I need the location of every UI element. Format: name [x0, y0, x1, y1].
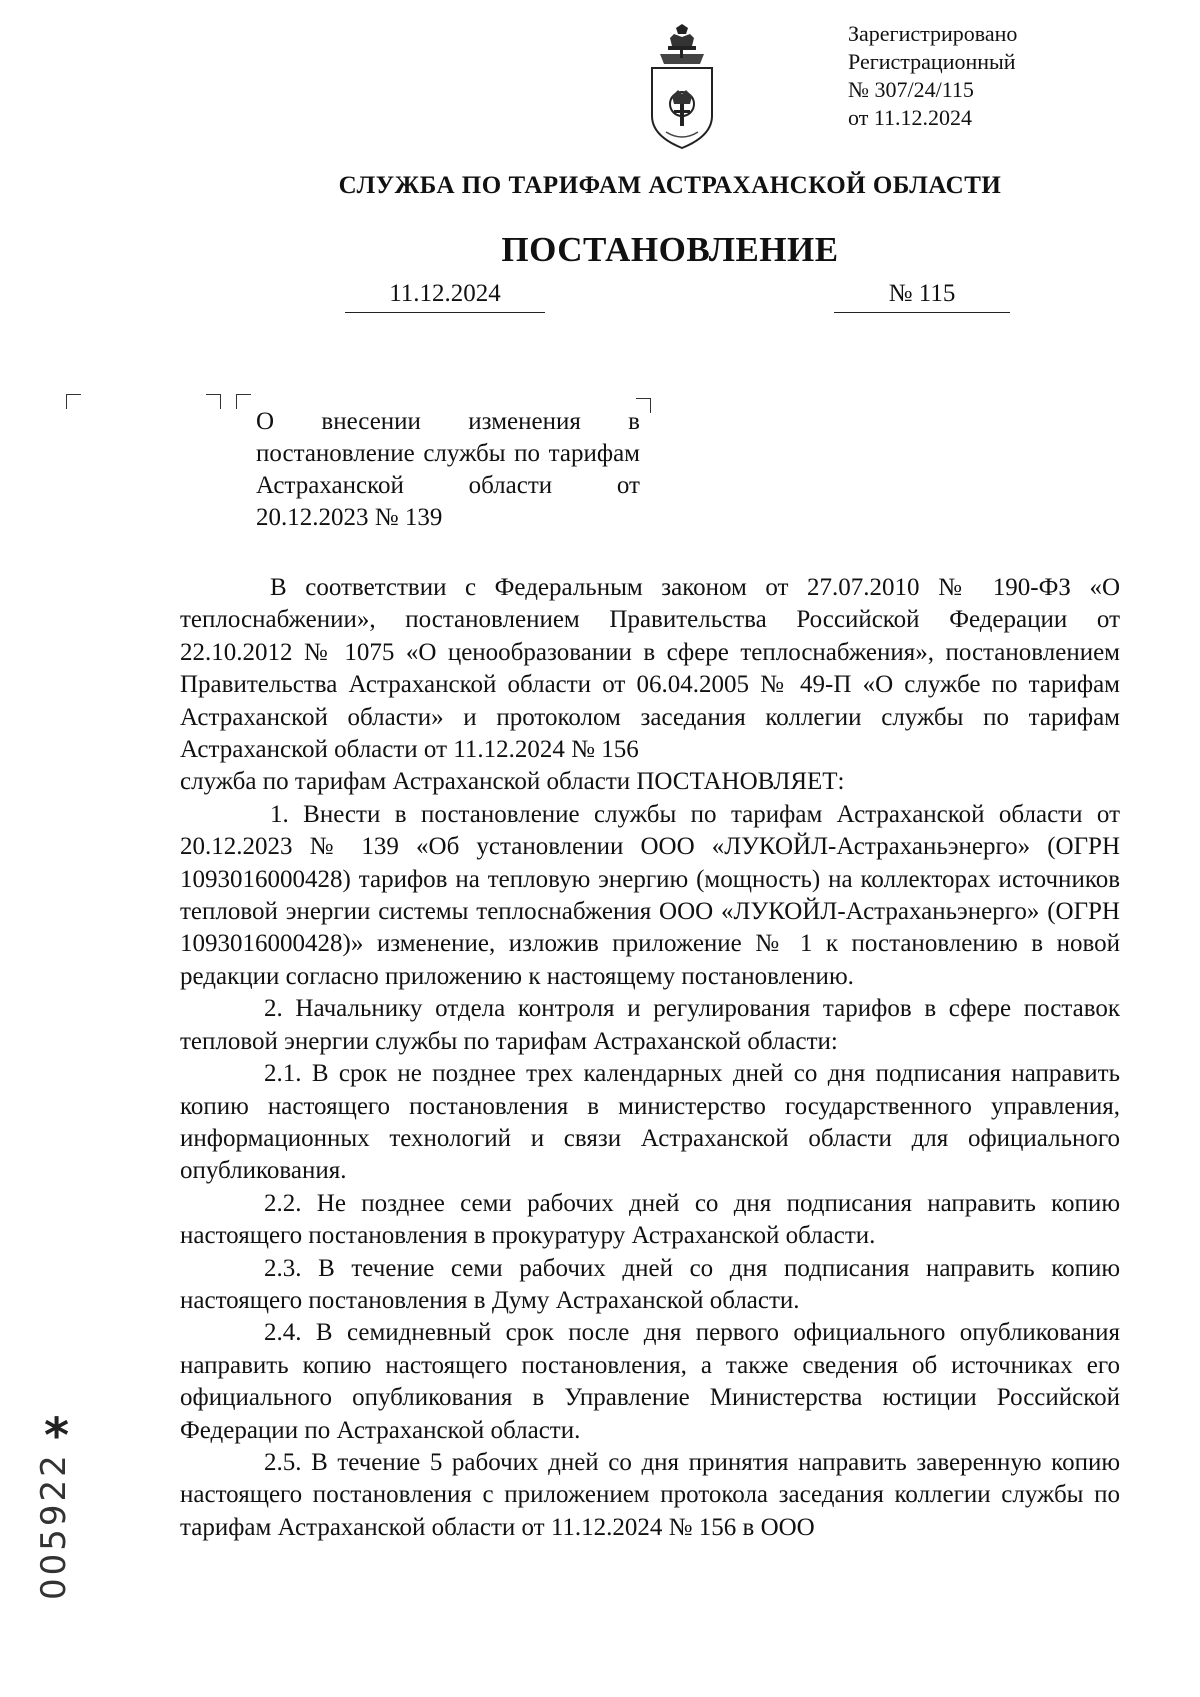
- subject-corner-mark-left: [206, 394, 221, 409]
- document-body: [180, 572, 1120, 1544]
- margin-asterisk: *: [44, 1408, 70, 1464]
- clause-2-5: 2.5. В течение 5 рабочих дней со дня принятия направить заверенную копию настоящего постановления с приложением протокола заседания коллегии службы по тарифам Астраханской области от 11.12.2024 № 156 в ООО: [180, 1448, 1120, 1541]
- clause-2-1: 2.1. В срок не позднее трех календарных дней со дня подписания направить копию настоящего постановления в министерство государственного управления, информационных технологий и связи Астраханской области для официального опубликования.: [180, 1060, 1120, 1185]
- decree-paragraph: служба по тарифам Астраханской области ПОСТАНОВЛЯЕТ:: [180, 768, 845, 796]
- coat-of-arms-icon: [646, 24, 718, 154]
- clause-1: 1. Внести в постановление службы по тарифам Астраханской области от 20.12.2023 № 139 «Об установлении ООО «ЛУКОЙЛ-Астраханьэнерго» (ОГРН 1093016000428) тарифов на тепловую энергию (мощность) на коллекторах источников тепловой энергии системы теплоснабжения ООО «ЛУКОЙЛ-Астраханьэнерго» (ОГРН 1093016000428)» изменение, изложив приложение № 1 к постановлению в новой редакции согласно приложению к настоящему постановлению.: [180, 800, 1120, 990]
- clause-2-2: 2.2. Не позднее семи рабочих дней со дня подписания направить копию настоящего постановления в прокуратуру Астраханской области.: [180, 1189, 1120, 1250]
- margin-corner-mark: [66, 394, 81, 409]
- clause-2-4: 2.4. В семидневный срок после дня первого официального опубликования направить копию настоящего постановления, а также сведения об источниках его официального опубликования в Управление Министерства юстиции Российской Федерации по Астраханской области.: [180, 1319, 1120, 1444]
- document-type-title: ПОСТАНОВЛЕНИЕ: [501, 230, 839, 269]
- margin-document-code: 005922: [34, 1452, 74, 1600]
- registration-line-1: Зарегистрировано: [848, 21, 1018, 46]
- document-number: № 115: [834, 280, 1010, 313]
- registration-line-2: Регистрационный: [848, 49, 1016, 74]
- clause-2-3: 2.3. В течение семи рабочих дней со дня подписания направить копию настоящего постановления в Думу Астраханской области.: [180, 1254, 1120, 1314]
- registration-number: № 307/24/115: [848, 77, 974, 102]
- clause-2: 2. Начальнику отдела контроля и регулирования тарифов в сфере поставок тепловой энергии службы по тарифам Астраханской области:: [180, 995, 1120, 1055]
- registration-date: от 11.12.2024: [848, 105, 973, 130]
- registration-stamp: [848, 20, 1017, 132]
- preamble-paragraph: В соответствии с Федеральным законом от 27.07.2010 № 190-ФЗ «О теплоснабжении», постановлением Правительства Российской Федерации от 22.10.2012 № 1075 «О ценообразовании в сфере теплоснабжения», постановлением Правительства Астраханской области от 06.04.2005 № 49-П «О службе по тарифам Астраханской области» и протоколом заседания коллегии службы по тарифам Астраханской области от 11.12.2024 № 156: [180, 574, 1120, 764]
- subject-corner-mark-right: [236, 394, 251, 409]
- document-subject: О внесении изменения в постановление службы по тарифам Астраханской области от 20.12.2023 № 139: [256, 408, 640, 531]
- document-date: 11.12.2024: [345, 280, 545, 313]
- agency-name: СЛУЖБА ПО ТАРИФАМ АСТРАХАНСКОЙ ОБЛАСТИ: [338, 172, 1002, 199]
